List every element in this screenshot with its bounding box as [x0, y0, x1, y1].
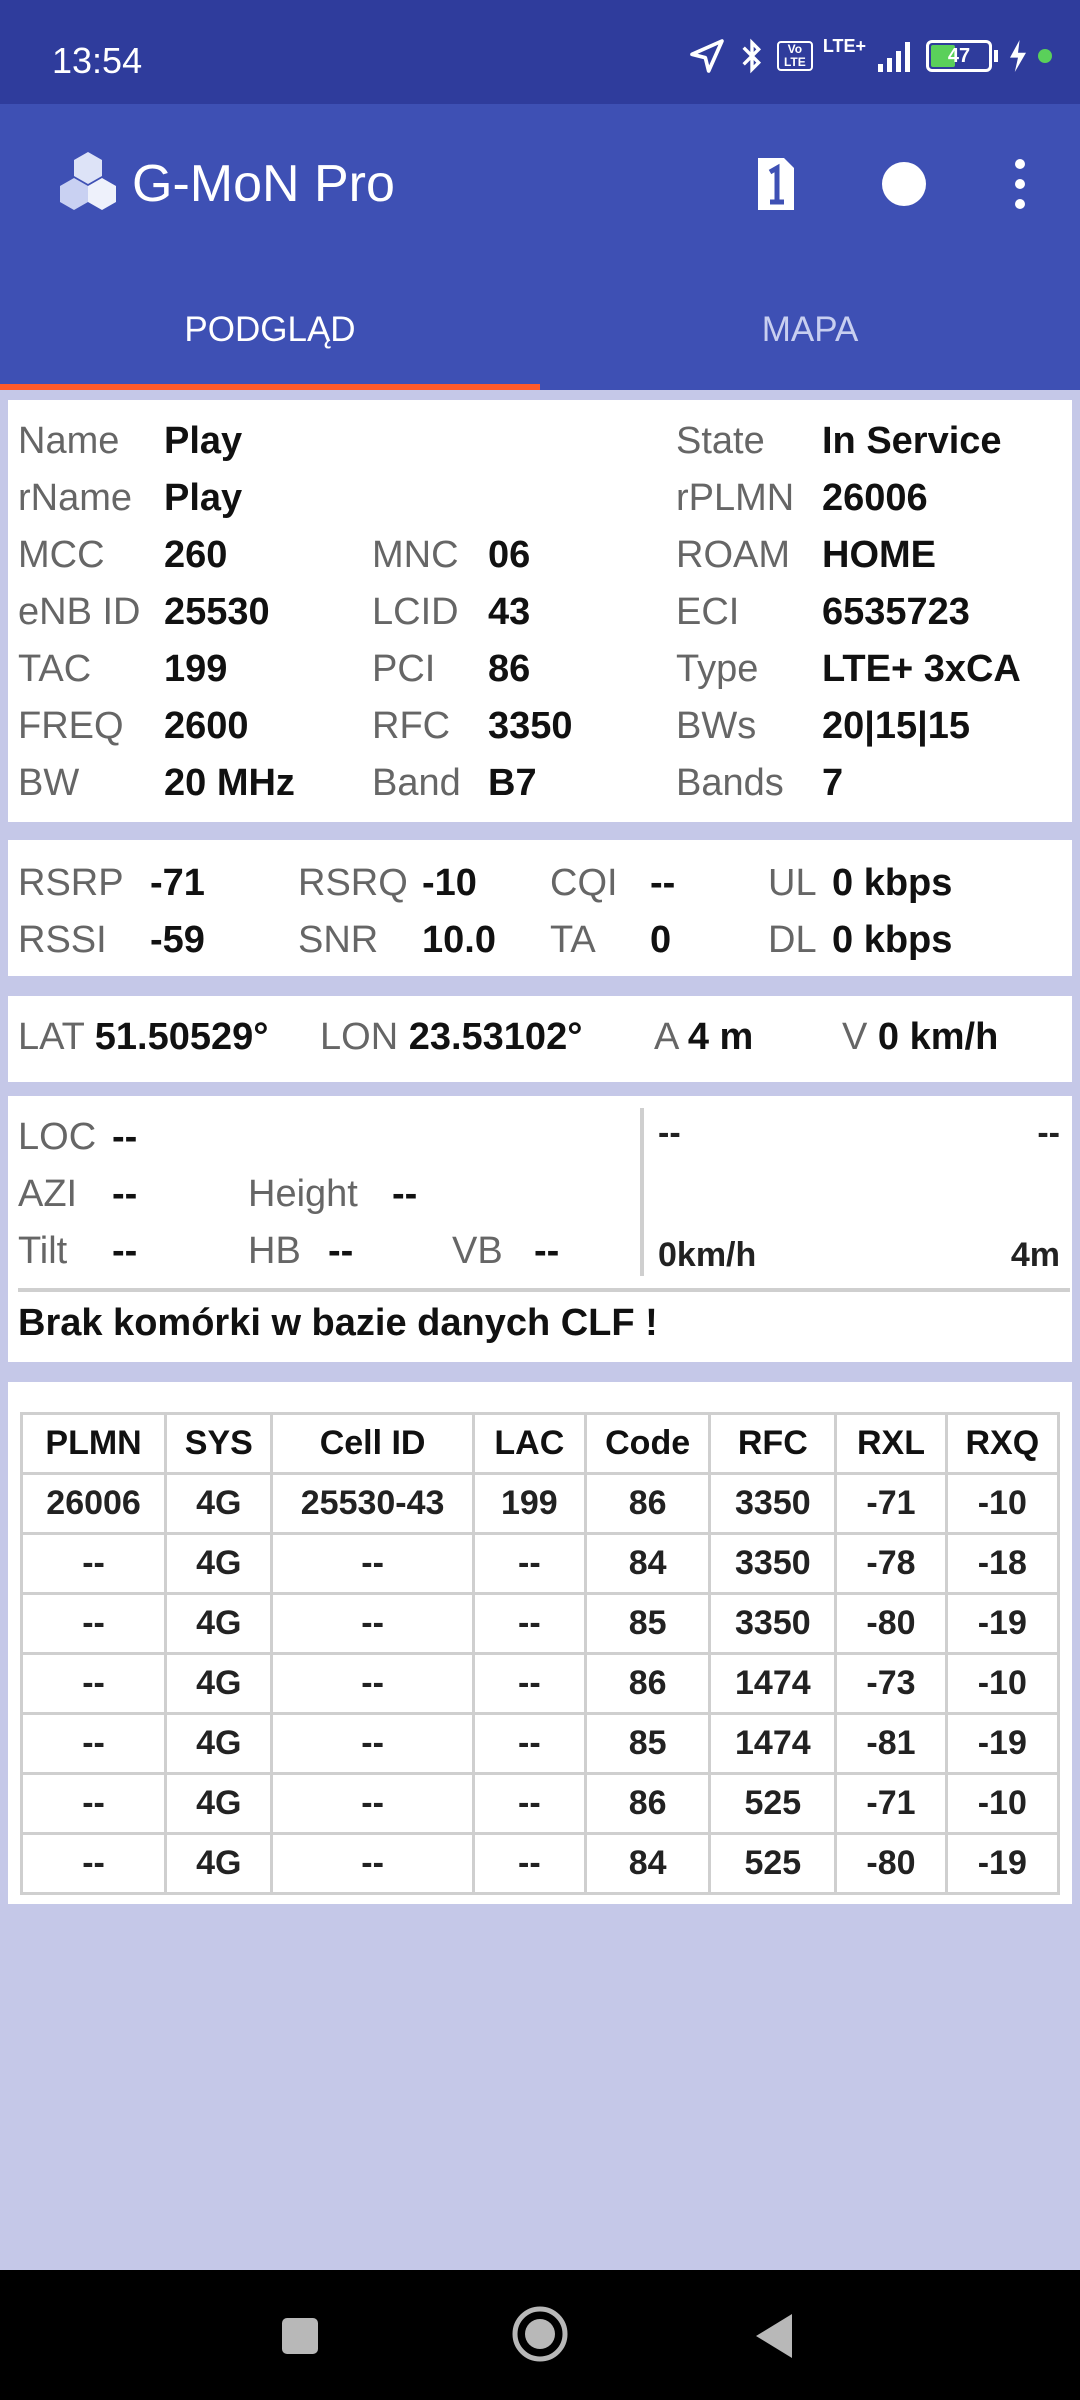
velocity-value: 0 km/h [877, 1016, 999, 1058]
cell-rxq: -19 [946, 1714, 1058, 1774]
battery-level: 47 [947, 45, 971, 67]
table-row [22, 1474, 1059, 1534]
vb-value: -- [534, 1230, 560, 1272]
sim-1-icon[interactable] [744, 152, 804, 216]
gps-card [8, 996, 1072, 1082]
height-value: -- [392, 1173, 418, 1215]
tac-label: TAC [18, 648, 92, 690]
cell-cell-id: -- [272, 1654, 473, 1714]
table-row [22, 1834, 1059, 1894]
tab-mapa[interactable]: MAPA [761, 310, 859, 349]
record-icon[interactable] [874, 152, 934, 216]
rplmn-value: 26006 [822, 477, 928, 519]
cell-plmn: -- [22, 1594, 166, 1654]
table-row [22, 1714, 1059, 1774]
cell-code: 86 [585, 1654, 709, 1714]
lat-value: 51.50529° [94, 1016, 269, 1058]
rssi-label: RSSI [18, 919, 107, 961]
cqi-label: CQI [550, 862, 618, 904]
eci-value: 6535723 [822, 591, 970, 633]
ta-value: 0 [650, 919, 672, 961]
cell-cell-id: -- [272, 1774, 473, 1834]
signal-icon [876, 38, 916, 74]
charging-icon [1008, 40, 1028, 72]
clf-message: Brak komórki w bazie danych CLF ! [18, 1302, 658, 1344]
cell-rfc: 1474 [710, 1654, 836, 1714]
cell-lac: -- [473, 1714, 585, 1774]
neighbor-cells-card [8, 1382, 1072, 1904]
cell-rxl: -78 [836, 1534, 946, 1594]
name-label: Name [18, 420, 120, 462]
status-bar [0, 0, 1080, 104]
home-icon[interactable] [508, 2302, 572, 2366]
band-label: Band [372, 762, 461, 804]
tac-value: 199 [164, 648, 228, 690]
azi-value: -- [112, 1173, 138, 1215]
accuracy-label: A [654, 1016, 678, 1058]
cell-sys: 4G [166, 1654, 272, 1714]
state-label: State [676, 420, 765, 462]
column-header-rfc: RFC [710, 1414, 836, 1474]
cell-rfc: 3350 [710, 1474, 836, 1534]
table-header-row [22, 1414, 1059, 1474]
cell-plmn: -- [22, 1834, 166, 1894]
cell-plmn: -- [22, 1534, 166, 1594]
cell-lac: -- [473, 1834, 585, 1894]
bands-label: Bands [676, 762, 784, 804]
cell-rxq: -10 [946, 1474, 1058, 1534]
roam-label: ROAM [676, 534, 790, 576]
site-card [8, 1096, 1072, 1362]
rsrp-value: -71 [150, 862, 205, 904]
tab-podglad[interactable]: PODGLĄD [0, 280, 540, 390]
snr-value: 10.0 [422, 919, 496, 961]
cell-rxq: -10 [946, 1654, 1058, 1714]
cell-plmn: -- [22, 1654, 166, 1714]
cell-rxl: -80 [836, 1594, 946, 1654]
location-icon [687, 36, 727, 76]
type-label: Type [676, 648, 759, 690]
column-header-sys: SYS [166, 1414, 272, 1474]
neighbor-cells-table [20, 1412, 1060, 1895]
dl-label: DL [768, 919, 817, 961]
navigation-bar [0, 2270, 1080, 2400]
ul-value: 0 kbps [832, 862, 953, 904]
cell-cell-id: -- [272, 1534, 473, 1594]
cell-rxl: -71 [836, 1474, 946, 1534]
battery-icon [926, 40, 998, 72]
cell-rxl: -80 [836, 1834, 946, 1894]
cell-rfc: 1474 [710, 1714, 836, 1774]
volte-icon: Vo LTE [777, 41, 813, 71]
roam-value: HOME [822, 534, 936, 576]
loc-label: LOC [18, 1116, 97, 1158]
enb-label: eNB ID [18, 591, 141, 633]
app-title: G-MoN Pro [132, 155, 395, 213]
cell-code: 84 [585, 1834, 709, 1894]
cell-sys: 4G [166, 1774, 272, 1834]
status-time: 13:54 [52, 40, 143, 81]
recents-icon[interactable] [276, 2312, 324, 2360]
height-label: Height [248, 1173, 358, 1215]
notification-dot-icon [1038, 49, 1052, 63]
velocity-label: V [842, 1016, 868, 1058]
ta-label: TA [550, 919, 596, 961]
mcc-value: 260 [164, 534, 228, 576]
lon-label: LON [320, 1016, 399, 1058]
loc-value: -- [112, 1116, 138, 1158]
lcid-label: LCID [372, 591, 459, 633]
snr-label: SNR [298, 919, 379, 961]
bws-value: 20|15|15 [822, 705, 971, 747]
cell-cell-id: -- [272, 1714, 473, 1774]
cell-sys: 4G [166, 1834, 272, 1894]
cell-lac: -- [473, 1654, 585, 1714]
app-logo-icon [52, 148, 124, 220]
table-row [22, 1654, 1059, 1714]
cell-rxq: -19 [946, 1834, 1058, 1894]
column-header-rxq: RXQ [946, 1414, 1058, 1474]
status-icons [687, 36, 1052, 76]
azi-label: AZI [18, 1173, 78, 1215]
cell-sys: 4G [166, 1714, 272, 1774]
rsrq-value: -10 [422, 862, 477, 904]
bws-label: BWs [676, 705, 757, 747]
cell-lac: -- [473, 1774, 585, 1834]
app-bar [0, 104, 1080, 390]
cell-rxq: -10 [946, 1774, 1058, 1834]
column-header-rxl: RXL [836, 1414, 946, 1474]
mcc-label: MCC [18, 534, 105, 576]
cell-code: 86 [585, 1774, 709, 1834]
more-options-icon[interactable] [990, 152, 1050, 216]
back-icon[interactable] [748, 2308, 800, 2364]
cell-rxl: -73 [836, 1654, 946, 1714]
lat-label: LAT [18, 1016, 85, 1058]
pci-value: 86 [488, 648, 531, 690]
distance-value: 4m [1010, 1236, 1060, 1274]
column-header-plmn: PLMN [22, 1414, 166, 1474]
cell-lac: -- [473, 1534, 585, 1594]
accuracy-value: 4 m [687, 1016, 754, 1058]
enb-value: 25530 [164, 591, 270, 633]
cell-cell-id: -- [272, 1594, 473, 1654]
cell-rfc: 525 [710, 1774, 836, 1834]
cell-code: 85 [585, 1594, 709, 1654]
cell-rfc: 525 [710, 1834, 836, 1894]
freq-label: FREQ [18, 705, 124, 747]
cell-sys: 4G [166, 1474, 272, 1534]
lcid-value: 43 [488, 591, 531, 633]
pci-label: PCI [372, 648, 436, 690]
hb-value: -- [328, 1230, 354, 1272]
cell-cell-id: -- [272, 1834, 473, 1894]
site-panel-top-left: -- [658, 1114, 681, 1152]
rname-label: rName [18, 477, 133, 519]
site-divider-vertical [640, 1108, 644, 1276]
state-value: In Service [822, 420, 1002, 462]
cell-lac: 199 [473, 1474, 585, 1534]
vb-label: VB [452, 1230, 503, 1272]
rsrp-label: RSRP [18, 862, 124, 904]
cell-rxq: -18 [946, 1534, 1058, 1594]
rplmn-label: rPLMN [676, 477, 795, 519]
cqi-value: -- [650, 862, 676, 904]
tilt-label: Tilt [18, 1230, 68, 1272]
bands-value: 7 [822, 762, 844, 804]
cell-sys: 4G [166, 1534, 272, 1594]
tab-bar [0, 280, 1080, 390]
column-header-cell-id: Cell ID [272, 1414, 473, 1474]
type-value: LTE+ 3xCA [822, 648, 1021, 690]
bw-value: 20 MHz [164, 762, 295, 804]
speed-value: 0km/h [658, 1236, 757, 1274]
dl-value: 0 kbps [832, 919, 953, 961]
eci-label: ECI [676, 591, 740, 633]
rssi-value: -59 [150, 919, 205, 961]
site-divider-horizontal [18, 1288, 1070, 1292]
name-value: Play [164, 420, 243, 462]
mnc-value: 06 [488, 534, 531, 576]
cell-rfc: 3350 [710, 1594, 836, 1654]
ul-label: UL [768, 862, 817, 904]
cell-code: 86 [585, 1474, 709, 1534]
cell-code: 84 [585, 1534, 709, 1594]
freq-value: 2600 [164, 705, 249, 747]
cell-cell-id: 25530-43 [272, 1474, 473, 1534]
cell-rxl: -81 [836, 1714, 946, 1774]
table-row [22, 1534, 1059, 1594]
cell-plmn: -- [22, 1714, 166, 1774]
rsrq-label: RSRQ [298, 862, 408, 904]
tilt-value: -- [112, 1230, 138, 1272]
cell-plmn: -- [22, 1774, 166, 1834]
bw-label: BW [18, 762, 80, 804]
table-row [22, 1774, 1059, 1834]
cell-rxq: -19 [946, 1594, 1058, 1654]
table-row [22, 1594, 1059, 1654]
signal-card [8, 840, 1072, 976]
lon-value: 23.53102° [408, 1016, 583, 1058]
network-type-icon: LTE+ [822, 35, 866, 56]
rfc-value: 3350 [488, 705, 573, 747]
cell-lac: -- [473, 1594, 585, 1654]
site-panel-top-right: -- [1037, 1114, 1060, 1152]
column-header-lac: LAC [473, 1414, 585, 1474]
mnc-label: MNC [372, 534, 459, 576]
cell-rfc: 3350 [710, 1534, 836, 1594]
rname-value: Play [164, 477, 243, 519]
cell-plmn: 26006 [22, 1474, 166, 1534]
rfc-label: RFC [372, 705, 451, 747]
column-header-code: Code [585, 1414, 709, 1474]
cell-code: 85 [585, 1714, 709, 1774]
cell-sys: 4G [166, 1594, 272, 1654]
hb-label: HB [248, 1230, 301, 1272]
bluetooth-icon [737, 36, 767, 76]
band-value: B7 [488, 762, 537, 804]
cell-rxl: -71 [836, 1774, 946, 1834]
cell-info-card [8, 400, 1072, 822]
